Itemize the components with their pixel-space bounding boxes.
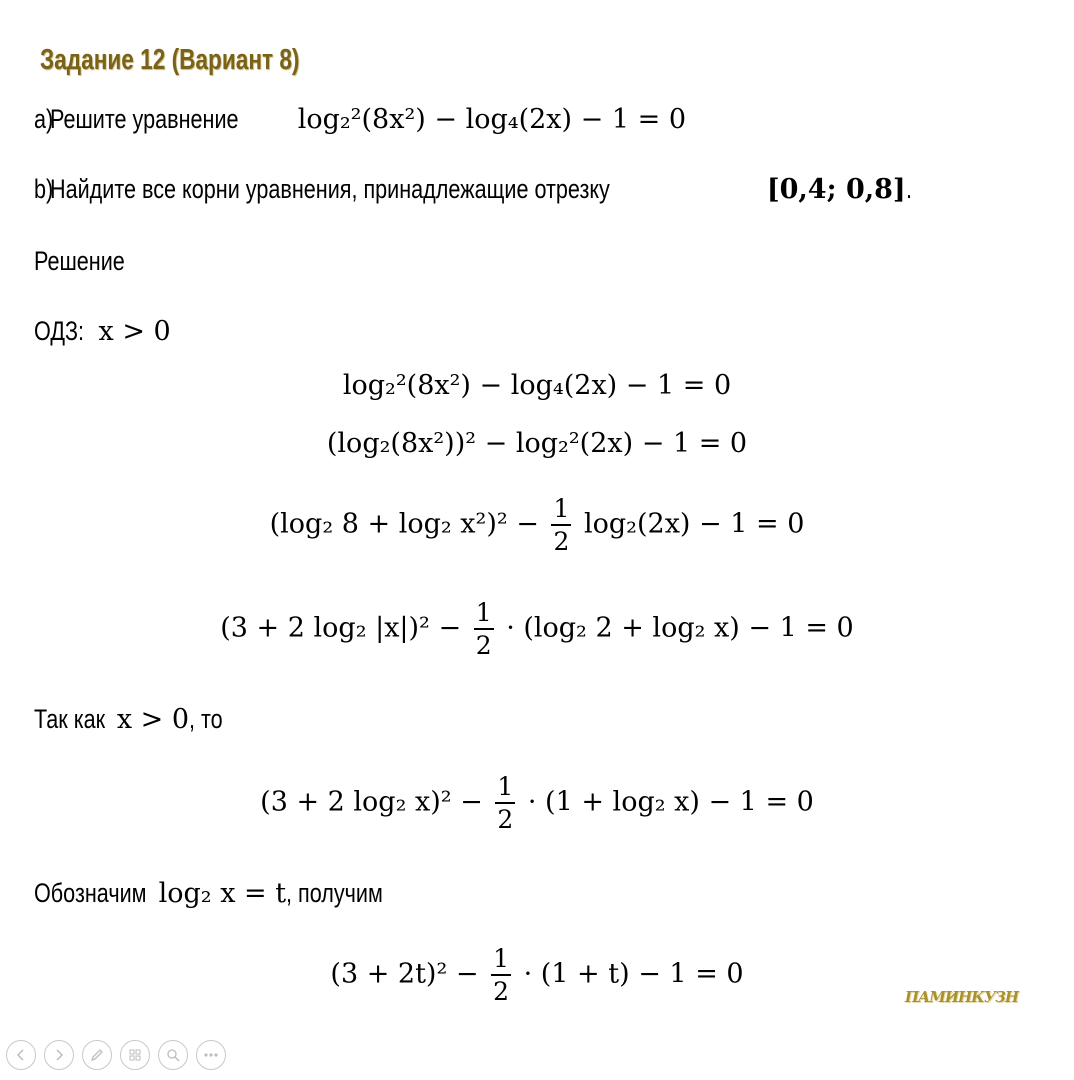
part-a-text: Решите уравнение <box>50 104 239 134</box>
pen-icon <box>90 1048 104 1062</box>
step6-right: · (1 + t) − 1 = 0 <box>523 958 744 990</box>
grid-icon <box>128 1048 142 1062</box>
step5-left: (3 + 2 log₂ x)² − <box>260 786 483 818</box>
denote-row <box>34 878 407 909</box>
denote-text: Обозначим <box>34 878 147 908</box>
zoom-icon <box>166 1048 180 1062</box>
prev-icon <box>15 1049 27 1061</box>
since-row <box>34 704 231 735</box>
step4-num: 1 <box>474 600 494 630</box>
equation-step-5 <box>0 774 1074 832</box>
step5-fraction <box>495 774 515 832</box>
step4-fraction <box>474 600 494 658</box>
step5-right: · (1 + log₂ x) − 1 = 0 <box>527 786 814 818</box>
step4-den: 2 <box>475 631 492 660</box>
step3-num: 1 <box>551 496 571 526</box>
part-a-equation: log₂²(8x²) − log₄(2x) − 1 = 0 <box>297 104 686 135</box>
part-b-text: Найдите все корни уравнения, принадлежащие отрезку <box>50 174 610 204</box>
odz-row <box>34 316 171 347</box>
part-b-interval: [0,4; 0,8] <box>766 174 906 205</box>
more-options-button[interactable] <box>196 1040 226 1070</box>
solution-heading: Решение <box>34 246 125 276</box>
odz-label: ОДЗ: <box>34 316 85 346</box>
step4-left: (3 + 2 log₂ |x|)² − <box>220 612 462 644</box>
step6-den: 2 <box>493 977 509 1006</box>
watermark-logo: ПАМИНКУЗН <box>904 988 1018 1006</box>
step3-left: (log₂ 8 + log₂ x²)² − <box>269 508 539 540</box>
step4-right: · (log₂ 2 + log₂ x) − 1 = 0 <box>506 612 854 644</box>
zoom-button[interactable] <box>158 1040 188 1070</box>
pen-button[interactable] <box>82 1040 112 1070</box>
equation-step-1: log₂²(8x²) − log₄(2x) − 1 = 0 <box>342 370 732 401</box>
step6-num: 1 <box>491 946 511 976</box>
part-b <box>34 174 913 205</box>
denote-tail: , получим <box>286 878 383 908</box>
prev-slide-button[interactable] <box>6 1040 36 1070</box>
equation-step-4 <box>0 600 1074 658</box>
slide-nav-toolbar <box>6 1040 226 1070</box>
part-a-marker: a) <box>34 104 54 134</box>
step5-den: 2 <box>497 805 514 834</box>
more-icon <box>203 1052 219 1058</box>
since-tail: , то <box>189 704 223 734</box>
solution-heading-row <box>34 246 148 277</box>
slides-grid-button[interactable] <box>120 1040 150 1070</box>
step6-left: (3 + 2t)² − <box>330 958 479 990</box>
part-b-marker: b) <box>34 174 54 204</box>
since-text: Так как <box>34 704 106 734</box>
since-math: x > 0 <box>116 704 190 735</box>
next-slide-button[interactable] <box>44 1040 74 1070</box>
part-a <box>34 104 686 135</box>
odz-math: x > 0 <box>98 316 171 347</box>
equation-step-2: (log₂(8x²))² − log₂²(2x) − 1 = 0 <box>326 428 748 459</box>
part-b-tail: . <box>905 174 912 204</box>
step3-right: log₂(2x) − 1 = 0 <box>583 508 805 540</box>
denote-math: log₂ x = t <box>158 878 287 909</box>
next-icon <box>53 1049 65 1061</box>
page-title: Задание 12 (Вариант 8) <box>40 44 300 76</box>
step3-den: 2 <box>553 527 570 556</box>
equation-step-3 <box>0 496 1074 554</box>
step3-fraction <box>551 496 571 554</box>
step6-fraction <box>491 946 511 1004</box>
step5-num: 1 <box>495 774 515 804</box>
